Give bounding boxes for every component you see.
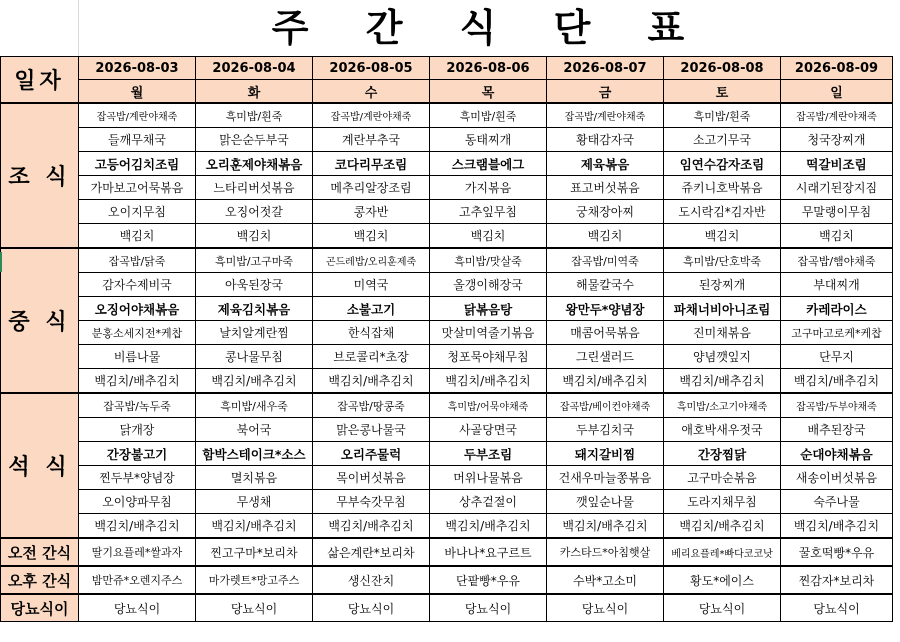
breakfast-menu-cell[interactable]: 가지볶음 (430, 176, 547, 200)
breakfast-menu-cell[interactable]: 백김치 (79, 224, 196, 249)
lunch-menu-cell[interactable]: 오징어야채볶음 (79, 297, 196, 321)
breakfast-menu-cell[interactable]: 백김치 (313, 224, 430, 249)
diabetic-cell[interactable]: 당뇨식이 (430, 594, 547, 622)
lunch-menu-cell[interactable]: 흑미밥/맛살죽 (430, 248, 547, 273)
breakfast-menu-cell[interactable]: 잡곡밥/계란야채죽 (79, 103, 196, 128)
dinner-menu-cell[interactable]: 건새우마늘쫑볶음 (547, 466, 664, 490)
date-cell[interactable]: 2026-08-03 (79, 57, 196, 80)
diabetic-cell[interactable]: 당뇨식이 (313, 594, 430, 622)
breakfast-label[interactable]: 조 식 (1, 103, 79, 248)
dinner-menu-cell[interactable]: 간장불고기 (79, 442, 196, 466)
diabetic-row (1, 594, 893, 622)
lunch-row (1, 321, 893, 345)
dinner-menu-cell[interactable]: 고구마순볶음 (664, 466, 781, 490)
dinner-menu-cell[interactable]: 순대야채볶음 (781, 442, 893, 466)
diabetic-cell[interactable]: 당뇨식이 (781, 594, 893, 622)
breakfast-row (1, 128, 893, 152)
dinner-menu-cell[interactable]: 흑미밥/소고기야채죽 (664, 393, 781, 418)
breakfast-menu-cell[interactable]: 흑미밥/흰죽 (196, 103, 313, 128)
breakfast-menu-cell[interactable]: 청국장찌개 (781, 128, 893, 152)
dinner-menu-cell[interactable]: 백김치/배추김치 (781, 514, 893, 539)
day-cell[interactable]: 화 (196, 80, 313, 104)
dinner-menu-cell[interactable]: 돼지갈비찜 (547, 442, 664, 466)
dinner-menu-cell[interactable]: 백김치/배추김치 (430, 514, 547, 539)
dinner-menu-cell[interactable]: 흑미밥/새우죽 (196, 393, 313, 418)
breakfast-row (1, 152, 893, 176)
pm_snack-cell[interactable]: 밤만쥬*오렌지주스 (79, 566, 196, 594)
dinner-menu-cell[interactable]: 흑미밥/어묵야채죽 (430, 393, 547, 418)
dinner-menu-cell[interactable]: 멸치볶음 (196, 466, 313, 490)
am_snack-cell[interactable]: 딸기요플레*쌀과자 (79, 538, 196, 566)
day-cell[interactable]: 월 (79, 80, 196, 104)
breakfast-menu-cell[interactable]: 고등어김치조림 (79, 152, 196, 176)
day-cell[interactable]: 수 (313, 80, 430, 104)
lunch-menu-cell[interactable]: 백김치/배추김치 (196, 369, 313, 394)
dinner-menu-cell[interactable]: 백김치/배추김치 (196, 514, 313, 539)
corner-cell[interactable] (0, 0, 79, 56)
am_snack-cell[interactable]: 삶은계란*보리차 (313, 538, 430, 566)
pm_snack-cell[interactable]: 황도*에이스 (664, 566, 781, 594)
lunch-menu-cell[interactable]: 카레라이스 (781, 297, 893, 321)
lunch-menu-cell[interactable]: 곤드레밥/오리훈제죽 (313, 248, 430, 273)
date-cell[interactable]: 2026-08-06 (430, 57, 547, 80)
breakfast-menu-cell[interactable]: 떡갈비조림 (781, 152, 893, 176)
am_snack-cell[interactable]: 꿀호떡빵*우유 (781, 538, 893, 566)
dinner-row (1, 490, 893, 514)
lunch-menu-cell[interactable]: 된장찌개 (664, 273, 781, 297)
lunch-menu-cell[interactable]: 단무지 (781, 345, 893, 369)
lunch-menu-cell[interactable]: 날치알계란찜 (196, 321, 313, 345)
breakfast-menu-cell[interactable]: 백김치 (547, 224, 664, 249)
breakfast-menu-cell[interactable]: 고추잎무침 (430, 200, 547, 224)
title-row (0, 0, 900, 56)
lunch-menu-cell[interactable]: 브로콜리*초장 (313, 345, 430, 369)
dinner-menu-cell[interactable]: 백김치/배추김치 (79, 514, 196, 539)
breakfast-menu-cell[interactable]: 백김치 (196, 224, 313, 249)
breakfast-row (1, 176, 893, 200)
dinner-menu-cell[interactable]: 상추겉절이 (430, 490, 547, 514)
lunch-menu-cell[interactable]: 파채너비아니조림 (664, 297, 781, 321)
lunch-menu-cell[interactable]: 감자수제비국 (79, 273, 196, 297)
am_snack-cell[interactable]: 찐고구마*보리차 (196, 538, 313, 566)
dinner-menu-cell[interactable]: 찐두부*양념장 (79, 466, 196, 490)
day-cell[interactable]: 일 (781, 80, 893, 104)
breakfast-menu-cell[interactable]: 오리훈제야채볶음 (196, 152, 313, 176)
breakfast-menu-cell[interactable]: 흑미밥/흰죽 (430, 103, 547, 128)
lunch-menu-cell[interactable]: 백김치/배추김치 (430, 369, 547, 394)
breakfast-menu-cell[interactable]: 코다리무조림 (313, 152, 430, 176)
lunch-menu-cell[interactable]: 진미채볶음 (664, 321, 781, 345)
breakfast-menu-cell[interactable]: 도시락김*김자반 (664, 200, 781, 224)
dinner-menu-cell[interactable]: 도라지채무침 (664, 490, 781, 514)
dinner-menu-cell[interactable]: 잡곡밥/땅콩죽 (313, 393, 430, 418)
pm_snack-row (1, 566, 893, 594)
breakfast-menu-cell[interactable]: 백김치 (430, 224, 547, 249)
lunch-menu-cell[interactable]: 백김치/배추김치 (313, 369, 430, 394)
header-dates-row (1, 57, 893, 80)
breakfast-menu-cell[interactable]: 흑미밥/흰죽 (664, 103, 781, 128)
date-header-label[interactable]: 일자 (1, 57, 79, 104)
lunch-menu-cell[interactable]: 콩나물무침 (196, 345, 313, 369)
dinner-label[interactable]: 석 식 (1, 393, 79, 538)
dinner-menu-cell[interactable]: 애호박새우젓국 (664, 418, 781, 442)
breakfast-menu-cell[interactable]: 콩자반 (313, 200, 430, 224)
dinner-row (1, 466, 893, 490)
breakfast-menu-cell[interactable]: 표고버섯볶음 (547, 176, 664, 200)
dinner-menu-cell[interactable]: 닭개장 (79, 418, 196, 442)
breakfast-menu-cell[interactable]: 잡곡밥/계란야채죽 (781, 103, 893, 128)
lunch-menu-cell[interactable]: 왕만두*양념장 (547, 297, 664, 321)
lunch-menu-cell[interactable]: 맛살미역줄기볶음 (430, 321, 547, 345)
breakfast-menu-cell[interactable]: 쥬키니호박볶음 (664, 176, 781, 200)
lunch-menu-cell[interactable]: 백김치/배추김치 (664, 369, 781, 394)
dinner-menu-cell[interactable]: 오이양파무침 (79, 490, 196, 514)
lunch-menu-cell[interactable]: 닭볶음탕 (430, 297, 547, 321)
dinner-menu-cell[interactable]: 오리주물럭 (313, 442, 430, 466)
am_snack-label[interactable]: 오전 간식 (1, 538, 79, 566)
date-cell[interactable]: 2026-08-05 (313, 57, 430, 80)
lunch-menu-cell[interactable]: 소불고기 (313, 297, 430, 321)
dinner-menu-cell[interactable]: 백김치/배추김치 (547, 514, 664, 539)
lunch-menu-cell[interactable]: 잡곡밥/미역죽 (547, 248, 664, 273)
pm_snack-label[interactable]: 오후 간식 (1, 566, 79, 594)
dinner-row (1, 393, 893, 418)
dinner-menu-cell[interactable]: 깻잎순나물 (547, 490, 664, 514)
diabetic-cell[interactable]: 당뇨식이 (547, 594, 664, 622)
lunch-row (1, 297, 893, 321)
lunch-menu-cell[interactable]: 백김치/배추김치 (79, 369, 196, 394)
lunch-menu-cell[interactable]: 제육김치볶음 (196, 297, 313, 321)
dinner-menu-cell[interactable]: 두부조림 (430, 442, 547, 466)
lunch-label[interactable]: 중 식 (1, 248, 79, 393)
breakfast-menu-cell[interactable]: 들깨무채국 (79, 128, 196, 152)
am_snack-cell[interactable]: 베리요플레*빠다코코낫 (664, 538, 781, 566)
lunch-menu-cell[interactable]: 백김치/배추김치 (781, 369, 893, 394)
dinner-menu-cell[interactable]: 백김치/배추김치 (664, 514, 781, 539)
breakfast-menu-cell[interactable]: 가마보고어묵볶음 (79, 176, 196, 200)
lunch-menu-cell[interactable]: 한식잡채 (313, 321, 430, 345)
lunch-menu-cell[interactable]: 올갱이해장국 (430, 273, 547, 297)
breakfast-row (1, 103, 893, 128)
dinner-menu-cell[interactable]: 목이버섯볶음 (313, 466, 430, 490)
dinner-menu-cell[interactable]: 머위나물볶음 (430, 466, 547, 490)
lunch-row (1, 369, 893, 394)
lunch-menu-cell[interactable]: 백김치/배추김치 (547, 369, 664, 394)
day-cell[interactable]: 토 (664, 80, 781, 104)
lunch-menu-cell[interactable]: 매콤어묵볶음 (547, 321, 664, 345)
breakfast-menu-cell[interactable]: 소고기무국 (664, 128, 781, 152)
breakfast-row (1, 224, 893, 249)
lunch-menu-cell[interactable]: 잡곡밥/닭죽 (79, 248, 196, 273)
lunch-menu-cell[interactable]: 비름나물 (79, 345, 196, 369)
lunch-menu-cell[interactable]: 분홍소세지전*케찹 (79, 321, 196, 345)
lunch-menu-cell[interactable]: 흑미밥/단호박죽 (664, 248, 781, 273)
lunch-menu-cell[interactable]: 아욱된장국 (196, 273, 313, 297)
breakfast-menu-cell[interactable]: 제육볶음 (547, 152, 664, 176)
dinner-menu-cell[interactable]: 북어국 (196, 418, 313, 442)
lunch-menu-cell[interactable]: 청포묵야채무침 (430, 345, 547, 369)
breakfast-menu-cell[interactable]: 맑은순두부국 (196, 128, 313, 152)
dinner-menu-cell[interactable]: 백김치/배추김치 (313, 514, 430, 539)
dinner-row (1, 442, 893, 466)
dinner-menu-cell[interactable]: 잡곡밥/두부야채죽 (781, 393, 893, 418)
dinner-menu-cell[interactable]: 배추된장국 (781, 418, 893, 442)
am_snack-cell[interactable]: 바나나*요구르트 (430, 538, 547, 566)
diabetic-cell[interactable]: 당뇨식이 (196, 594, 313, 622)
dinner-row (1, 514, 893, 539)
lunch-menu-cell[interactable]: 미역국 (313, 273, 430, 297)
dinner-menu-cell[interactable]: 잡곡밥/베이컨야채죽 (547, 393, 664, 418)
lunch-menu-cell[interactable]: 그린샐러드 (547, 345, 664, 369)
breakfast-menu-cell[interactable]: 황태감자국 (547, 128, 664, 152)
breakfast-menu-cell[interactable]: 잡곡밥/계란야채죽 (313, 103, 430, 128)
breakfast-menu-cell[interactable]: 느타리버섯볶음 (196, 176, 313, 200)
breakfast-menu-cell[interactable]: 동태찌개 (430, 128, 547, 152)
breakfast-menu-cell[interactable]: 백김치 (781, 224, 893, 249)
pm_snack-cell[interactable]: 수박*고소미 (547, 566, 664, 594)
date-cell[interactable]: 2026-08-08 (664, 57, 781, 80)
lunch-menu-cell[interactable]: 고구마고로케*케찹 (781, 321, 893, 345)
dinner-menu-cell[interactable]: 무부숙갓무침 (313, 490, 430, 514)
date-cell[interactable]: 2026-08-04 (196, 57, 313, 80)
row-marker (0, 252, 2, 272)
day-cell[interactable]: 금 (547, 80, 664, 104)
breakfast-menu-cell[interactable]: 무말랭이무침 (781, 200, 893, 224)
dinner-menu-cell[interactable]: 사골당면국 (430, 418, 547, 442)
date-cell[interactable]: 2026-08-07 (547, 57, 664, 80)
breakfast-menu-cell[interactable]: 백김치 (664, 224, 781, 249)
breakfast-menu-cell[interactable]: 잡곡밥/계란야채죽 (547, 103, 664, 128)
date-cell[interactable]: 2026-08-09 (781, 57, 893, 80)
header-days-row (1, 80, 893, 104)
pm_snack-cell[interactable]: 찐감자*보리차 (781, 566, 893, 594)
page-title[interactable]: 주 간 식 단 표 (271, 6, 707, 50)
dinner-menu-cell[interactable]: 새송이버섯볶음 (781, 466, 893, 490)
lunch-menu-cell[interactable]: 부대찌개 (781, 273, 893, 297)
pm_snack-cell[interactable]: 생신잔치 (313, 566, 430, 594)
dinner-menu-cell[interactable]: 숙주나물 (781, 490, 893, 514)
day-cell[interactable]: 목 (430, 80, 547, 104)
dinner-menu-cell[interactable]: 간장찜닭 (664, 442, 781, 466)
breakfast-menu-cell[interactable]: 오이지무침 (79, 200, 196, 224)
breakfast-menu-cell[interactable]: 스크램블에그 (430, 152, 547, 176)
am_snack-cell[interactable]: 카스타드*아침햇살 (547, 538, 664, 566)
lunch-menu-cell[interactable]: 흑미밥/고구마죽 (196, 248, 313, 273)
breakfast-menu-cell[interactable]: 오징어젓갈 (196, 200, 313, 224)
pm_snack-cell[interactable]: 단팥빵*우유 (430, 566, 547, 594)
weekly-menu-table (0, 56, 893, 622)
am_snack-row (1, 538, 893, 566)
lunch-row (1, 345, 893, 369)
dinner-menu-cell[interactable]: 잡곡밥/녹두죽 (79, 393, 196, 418)
lunch-row (1, 248, 893, 273)
dinner-menu-cell[interactable]: 무생채 (196, 490, 313, 514)
lunch-menu-cell[interactable]: 양념깻잎지 (664, 345, 781, 369)
lunch-row (1, 273, 893, 297)
breakfast-menu-cell[interactable]: 임연수감자조림 (664, 152, 781, 176)
dinner-menu-cell[interactable]: 맑은콩나물국 (313, 418, 430, 442)
diabetic-cell[interactable]: 당뇨식이 (79, 594, 196, 622)
diabetic-cell[interactable]: 당뇨식이 (664, 594, 781, 622)
breakfast-menu-cell[interactable]: 메추리알장조림 (313, 176, 430, 200)
dinner-menu-cell[interactable]: 함박스테이크*소스 (196, 442, 313, 466)
lunch-menu-cell[interactable]: 잡곡밥/햄야채죽 (781, 248, 893, 273)
dinner-row (1, 418, 893, 442)
lunch-menu-cell[interactable]: 해물칼국수 (547, 273, 664, 297)
breakfast-menu-cell[interactable]: 궁채장아찌 (547, 200, 664, 224)
breakfast-menu-cell[interactable]: 시래기된장지짐 (781, 176, 893, 200)
dinner-menu-cell[interactable]: 두부김치국 (547, 418, 664, 442)
pm_snack-cell[interactable]: 마가렛트*망고주스 (196, 566, 313, 594)
breakfast-menu-cell[interactable]: 계란부추국 (313, 128, 430, 152)
diabetic-label[interactable]: 당뇨식이 (1, 594, 79, 622)
breakfast-row (1, 200, 893, 224)
